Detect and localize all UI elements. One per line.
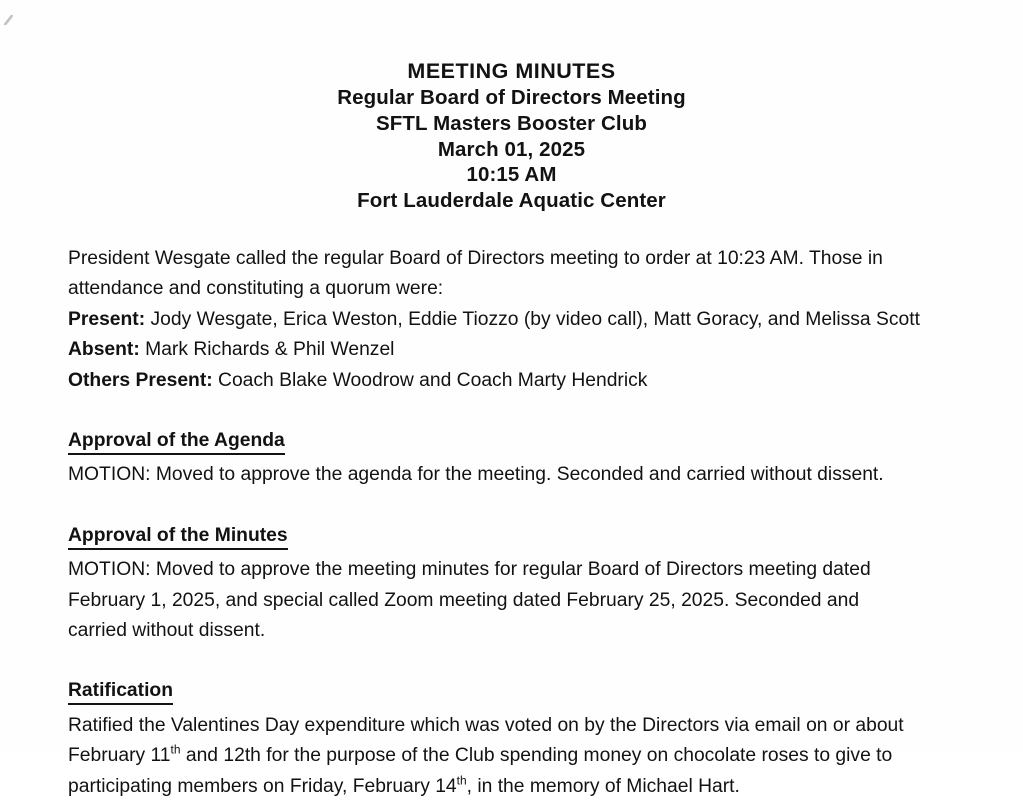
document-header xyxy=(0,58,1023,214)
attendance-present-value: Jody Wesgate, Erica Weston, Eddie Tiozzo (by video call), Matt Goracy, and Melissa Scott xyxy=(145,308,920,330)
section-approval-of-the-agenda xyxy=(68,426,916,491)
attendance-others-label: Others Present: xyxy=(68,369,213,391)
header-date: March 01, 2025 xyxy=(437,137,586,161)
document-title: MEETING MINUTES xyxy=(407,59,616,83)
header-time: 10:15 AM xyxy=(466,163,557,187)
section-heading-ratification: Ratification xyxy=(68,678,173,705)
section-approval-of-the-minutes xyxy=(68,521,916,647)
section-ratification xyxy=(68,676,916,802)
scan-artifact-speck xyxy=(4,15,13,25)
section-heading-approval-minutes: Approval of the Minutes xyxy=(68,523,288,550)
document-body xyxy=(68,244,920,802)
section-heading-approval-agenda: Approval of the Agenda xyxy=(68,428,285,455)
opening-paragraph: President Wesgate called the regular Board of Directors meeting to order at 10:23 AM. Those in attendance and constituting a quorum were: xyxy=(68,248,883,300)
attendance-present xyxy=(68,305,920,335)
section-body-approval-agenda: MOTION: Moved to approve the agenda for the meeting. Seconded and carried without dissent. xyxy=(68,464,884,486)
attendance-others-present xyxy=(68,366,916,396)
ratification-text-part1: Ratified the Valentines Day expenditure which was voted on by the Directors via email on or about February 11 xyxy=(68,714,904,767)
attendance-absent-label: Absent: xyxy=(68,339,140,361)
header-location: Fort Lauderdale Aquatic Center xyxy=(357,189,666,213)
spacer xyxy=(68,646,916,676)
ratification-text-part2: and 12th for the purpose of the Club spending money on chocolate roses to give to participating members on Friday, February 14 xyxy=(68,745,893,797)
attendance-others-value: Coach Blake Woodrow and Coach Marty Hendrick xyxy=(212,369,648,391)
spacer xyxy=(68,491,916,521)
header-meeting-type: Regular Board of Directors Meeting xyxy=(337,86,686,109)
ratification-ordinal-second: th xyxy=(456,773,467,788)
attendance-absent-value: Mark Richards & Phil Wenzel xyxy=(139,339,395,361)
attendance-absent xyxy=(68,335,916,365)
section-body-approval-minutes: MOTION: Moved to approve the meeting minutes for regular Board of Directors meeting dated February 1, 2025, and special called Zoom meeting dated February 25, 2025. Seconded and carried without dissent. xyxy=(68,559,871,642)
spacer xyxy=(68,396,916,426)
attendance-present-label: Present: xyxy=(68,308,146,330)
ratification-text-part3: , in the memory of Michael Hart. xyxy=(466,775,740,797)
ratification-ordinal-first: th xyxy=(170,742,181,757)
section-body-ratification xyxy=(68,707,916,802)
header-organization: SFTL Masters Booster Club xyxy=(376,111,647,135)
